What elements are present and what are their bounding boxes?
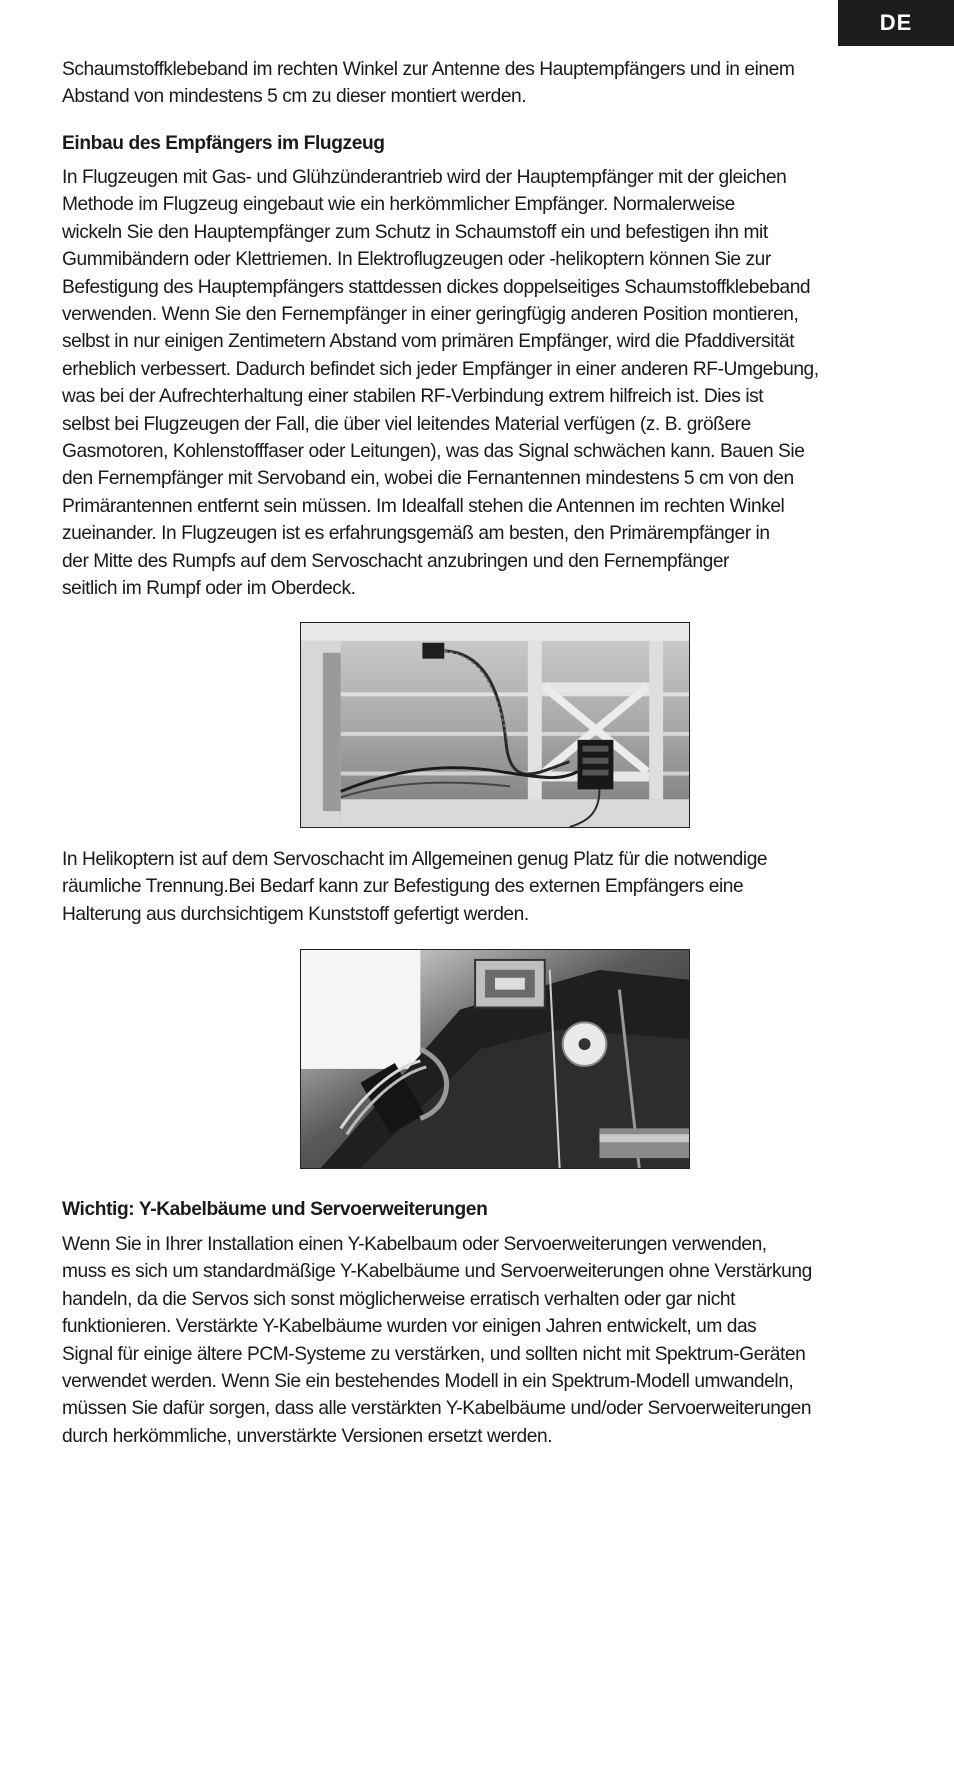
helicopter-receiver-installation-photo (300, 949, 690, 1169)
language-tab: DE (838, 0, 954, 46)
text-line: zueinander. In Flugzeugen ist es erfahrungsgemäß am besten, den Primärempfänger in (62, 523, 770, 545)
text-line: In Flugzeugen mit Gas- und Glühzünderantrieb wird der Hauptempfänger mit der gleichen (62, 167, 787, 188)
text-line: Wenn Sie in Ihrer Installation einen Y-Kabelbaum oder Servoerweiterungen verwenden, (62, 1234, 767, 1255)
text-line: erheblich verbessert. Dadurch befindet sich jeder Empfänger in einer anderen RF-Umgebung, (62, 358, 819, 380)
text-line: durch herkömmliche, unverstärkte Versionen ersetzt werden. (62, 1425, 553, 1447)
text-line: verwendet werden. Wenn Sie ein bestehendes Modell in ein Spektrum-Modell umwandeln, (62, 1371, 794, 1393)
text-line: In Helikoptern ist auf dem Servoschacht im Allgemeinen genug Platz für die notwendige (62, 849, 768, 870)
text-line: Befestigung des Hauptempfängers stattdessen dickes doppelseitiges Schaumstoffklebeband (62, 276, 811, 298)
text-line: funktionieren. Verstärkte Y-Kabelbäume wurden vor einigen Jahren entwickelt, um das (62, 1316, 757, 1338)
text-line: Gasmotoren, Kohlenstofffaser oder Leitungen), was das Signal schwächen kann. Bauen Sie (62, 441, 805, 463)
section-heading-y-harness: Wichtig: Y-Kabelbäume und Servoerweiterungen (62, 1199, 488, 1220)
intro-paragraph (62, 56, 896, 111)
helicopter-paragraph (62, 846, 896, 928)
text-line: selbst in nur einigen Zentimetern Abstand vom primären Empfänger, wird die Pfaddiversität (62, 331, 795, 353)
text-line: den Fernempfänger mit Servoband ein, wobei die Fernantennen mindestens 5 cm von den (62, 468, 794, 490)
y-harness-paragraph (62, 1231, 896, 1450)
text-line: Primärantennen entfernt sein müssen. Im Idealfall stehen die Antennen im rechten Winkel (62, 495, 785, 517)
text-line: Methode im Flugzeug eingebaut wie ein herkömmlicher Empfänger. Normalerweise (62, 194, 735, 216)
text-line: der Mitte des Rumpfs auf dem Servoschacht anzubringen und den Fernempfänger (62, 550, 729, 572)
airplane-receiver-installation-photo (300, 622, 690, 828)
text-line: Schaumstoffklebeband im rechten Winkel zur Antenne des Hauptempfängers und in einem (62, 59, 795, 80)
text-line: wickeln Sie den Hauptempfänger zum Schutz in Schaumstoff ein und befestigen ihn mit (62, 221, 768, 243)
text-line: muss es sich um standardmäßige Y-Kabelbäume und Servoerweiterungen ohne Verstärkung (62, 1261, 812, 1283)
text-line: Abstand von mindestens 5 cm zu dieser montiert werden. (62, 86, 527, 108)
text-line: verwenden. Wenn Sie den Fernempfänger in einer geringfügig anderen Position montieren, (62, 304, 799, 326)
text-line: räumliche Trennung.Bei Bedarf kann zur Befestigung des externen Empfängers eine (62, 876, 744, 898)
text-line: Gummibändern oder Klettriemen. In Elektroflugzeugen oder -helikoptern können Sie zur (62, 249, 771, 271)
text-line: müssen Sie dafür sorgen, dass alle verstärkten Y-Kabelbäume und/oder Servoerweiterungen (62, 1398, 812, 1420)
text-line: Halterung aus durchsichtigem Kunststoff gefertigt werden. (62, 903, 529, 925)
text-line: was bei der Aufrechterhaltung einer stabilen RF-Verbindung extrem hilfreich ist. Dies ist (62, 386, 764, 408)
text-line: selbst bei Flugzeugen der Fall, die über viel leitendes Material verfügen (z. B. größere (62, 413, 751, 435)
receiver-installation-paragraph (62, 164, 896, 603)
section-heading-receiver-installation: Einbau des Empfängers im Flugzeug (62, 133, 385, 154)
text-line: seitlich im Rumpf oder im Oberdeck. (62, 578, 356, 600)
text-line: handeln, da die Servos sich sonst möglicherweise erratisch verhalten oder gar nicht (62, 1288, 735, 1310)
text-line: Signal für einige ältere PCM-Systeme zu verstärken, und sollten nicht mit Spektrum-Geräten (62, 1343, 806, 1365)
